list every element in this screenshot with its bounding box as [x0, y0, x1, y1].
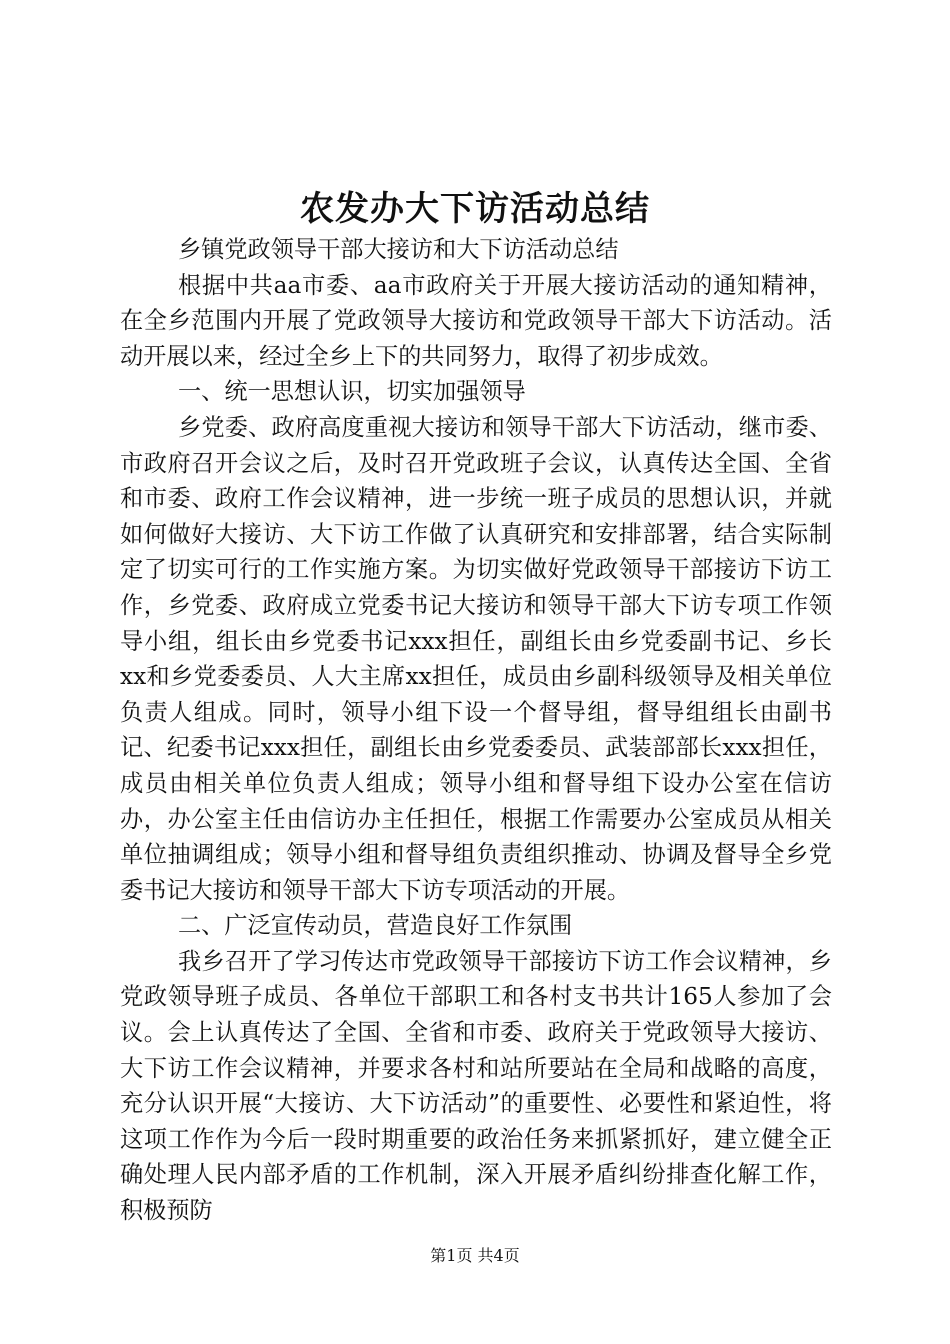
paragraph-section-1: 乡党委、政府高度重视大接访和领导干部大下访活动，继市委、市政府召开会议之后，及时召开党政班子会议，认真传达全国、全省和市委、政府工作会议精神，进一步统一班子成员的思想认识，并就如何做好大接访、大下访工作做了认真研究和安排部署，结合实际制定了切实可行的工作实施方案。为切实做好党政领导干部接访下访工作，乡党委、政府成立党委书记大接访和领导干部大下访专项工作领导小组，组长由乡党委书记xxx担任，副组长由乡党委副书记、乡长xx和乡党委委员、人大主席xx担任，成员由乡副科级领导及相关单位负责人组成。同时，领导小组下设一个督导组，督导组组长由副书记、纪委书记xxx担任，副组长由乡党委委员、武装部部长xxx担任，成员由相关单位负责人组成；领导小组和督导组下设办公室在信访办，办公室主任由信访办主任担任，根据工作需要办公室成员从相关单位抽调组成；领导小组和督导组负责组织推动、协调及督导全乡党委书记大接访和领导干部大下访专项活动的开展。 — [120, 413, 832, 904]
paragraph-intro: 根据中共aa市委、aa市政府关于开展大接访活动的通知精神，在全乡范围内开展了党政领导大接访和党政领导干部大下访活动。活动开展以来，经过全乡上下的共同努力，取得了初步成效。 — [120, 271, 832, 370]
document-body — [120, 232, 832, 1229]
section-heading-2: 二、广泛宣传动员，营造良好工作氛围 — [178, 912, 573, 940]
document-title: 农发办大下访活动总结 — [300, 189, 650, 229]
page-footer: 第1页 共4页 — [430, 1246, 520, 1265]
section-heading-1: 一、统一思想认识，切实加强领导 — [178, 378, 526, 406]
paragraph-section-2: 我乡召开了学习传达市党政领导干部接访下访工作会议精神，乡党政领导班子成员、各单位干部职工和各村支书共计165人参加了会议。会上认真传达了全国、全省和市委、政府关于党政领导大接访、大下访工作会议精神，并要求各村和站所要站在全局和战略的高度，充分认识开展“大接访、大下访活动”的重要性、必要性和紧迫性，将这项工作作为今后一段时期重要的政治任务来抓紧抓好，建立健全正确处理人民内部矛盾的工作机制，深入开展矛盾纠纷排查化解工作，积极预防 — [120, 947, 832, 1225]
document-subtitle: 乡镇党政领导干部大接访和大下访活动总结 — [178, 236, 619, 263]
